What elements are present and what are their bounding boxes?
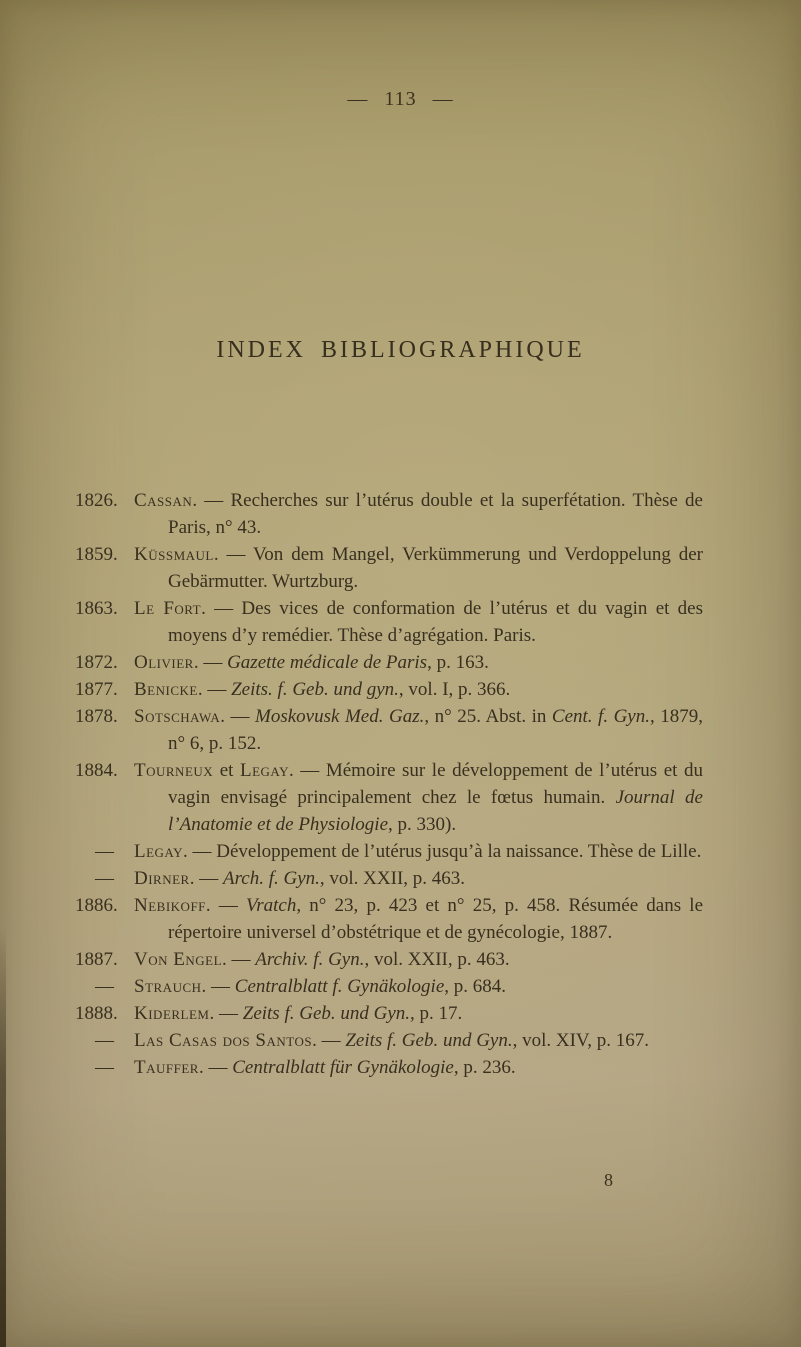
journal-title: Zeits. f. Geb. und gyn. (231, 679, 399, 700)
entry-year: 1863. (75, 598, 118, 619)
bibliography-entry (75, 973, 703, 1000)
entry-year: — (95, 1030, 114, 1051)
bibliography-entry (75, 838, 703, 865)
entry-text: . — (312, 1030, 346, 1051)
entry-year: — (95, 1057, 114, 1078)
bibliography-entry (75, 757, 703, 838)
journal-title: Moskovusk Med. Gaz. (255, 706, 425, 727)
entry-author: Tauffer (134, 1057, 199, 1078)
entry-text: . — Développement de l’utérus jusqu’à la naissance. Thèse de Lille. (183, 841, 702, 862)
entry-text: , n° 25. Abst. in (424, 706, 552, 727)
entry-author: Dirner (134, 868, 190, 889)
journal-title: Archiv. f. Gyn. (255, 949, 365, 970)
bibliography-entry (75, 487, 703, 541)
entry-author: Kiderlem (134, 1003, 210, 1024)
entry-text: . — (198, 1057, 233, 1078)
entry-text: . — (197, 679, 232, 700)
journal-title: Zeits f. Geb. und Gyn. (345, 1030, 513, 1051)
journal-title: Journal de l’Anatomie et de Physiologie (168, 787, 703, 835)
entry-author: Las Casas dos Santos (134, 1030, 313, 1051)
entry-author: Strauch (134, 976, 202, 997)
entry-text: . — (222, 949, 256, 970)
entry-author: Legay (134, 841, 184, 862)
bibliography-entry (75, 1000, 703, 1027)
book-gutter-shadow (0, 927, 6, 1347)
journal-title: Centralblatt f. Gynäkologie (234, 976, 445, 997)
bibliography-entry (75, 595, 703, 649)
entry-text: et (213, 760, 240, 781)
entry-text: . — (220, 706, 256, 727)
entry-year: 1888. (75, 1003, 118, 1024)
bibliography-entry (75, 1054, 703, 1081)
entry-text: , p. 17. (410, 1003, 463, 1024)
entry-author: Olivier (134, 652, 194, 673)
entry-text: . — Von dem Mangel, Verkümmerung und Verdoppelung der Gebärmutter. Wurtzburg. (168, 544, 703, 592)
entry-author: Cassan (134, 490, 193, 511)
entry-author: Benicke (134, 679, 198, 700)
entry-text: , vol. XXII, p. 463. (364, 949, 510, 970)
bibliography-list (75, 487, 703, 1081)
entry-year: — (95, 841, 114, 862)
entry-text: . — (193, 652, 228, 673)
entry-year: 1872. (75, 652, 118, 673)
entry-author: Nebikoff (134, 895, 206, 916)
entry-text: . — Des vices de conformation de l’utérus et du vagin et des moyens d’y remédier. Thèse d’agrégation. Paris. (168, 598, 704, 646)
entry-author: Sotschawa (134, 706, 221, 727)
entry-year: — (95, 976, 114, 997)
entry-text: . — (209, 1003, 243, 1024)
entry-text: . — Recherches sur l’utérus double et la superfétation. Thèse de Paris, n° 43. (168, 490, 703, 538)
entry-text: , vol. I, p. 366. (398, 679, 511, 700)
entry-text: . — Mémoire sur le développement de l’utérus et du vagin envisagé principalement chez le fœtus humain. (168, 760, 703, 808)
entry-text: . — (201, 976, 235, 997)
page-title: INDEX BIBLIOGRAPHIQUE (216, 337, 585, 363)
page-number: — 113 — (347, 88, 454, 110)
entry-text: , p. 236. (453, 1057, 516, 1078)
entry-text: , 1879, n° 6, p. 152. (168, 706, 703, 754)
entry-year: 1859. (75, 544, 118, 565)
entry-text: , p. 684. (444, 976, 507, 997)
entry-year: 1884. (75, 760, 118, 781)
bibliography-entry (75, 649, 703, 676)
bibliography-entry (75, 1027, 703, 1054)
entry-year: 1886. (75, 895, 118, 916)
journal-title: Arch. f. Gyn. (222, 868, 320, 889)
entry-text: , vol. XIV, p. 167. (512, 1030, 649, 1051)
journal-title: Cent. f. Gyn. (551, 706, 650, 727)
entry-text: , n° 23, p. 423 et n° 25, p. 458. Résumée dans le répertoire universel d’obstétrique et de gynécologie, 1887. (168, 895, 704, 943)
bibliography-entry (75, 892, 703, 946)
entry-author: Küssmaul (134, 544, 214, 565)
entry-text: . — (205, 895, 247, 916)
bibliography-entry (75, 865, 703, 892)
entry-author: Von Engel (134, 949, 223, 970)
entry-author: Tourneux (134, 760, 214, 781)
bibliography-entry (75, 703, 703, 757)
entry-year: 1826. (75, 490, 118, 511)
journal-title: Vratch (246, 895, 297, 916)
entry-year: 1887. (75, 949, 118, 970)
entry-text: . — (189, 868, 223, 889)
bibliography-entry (75, 946, 703, 973)
journal-title: Centralblatt für Gynäkologie (232, 1057, 454, 1078)
journal-title: Zeits f. Geb. und Gyn. (242, 1003, 411, 1024)
entry-text: , vol. XXII, p. 463. (319, 868, 466, 889)
bibliography-entry (75, 676, 703, 703)
entry-author: Le Fort (134, 598, 202, 619)
entry-year: — (95, 868, 114, 889)
entry-year: 1877. (75, 679, 118, 700)
entry-year: 1878. (75, 706, 118, 727)
bibliography-entry (75, 541, 703, 595)
entry-text: , p. 330). (388, 814, 457, 835)
entry-text: , p. 163. (427, 652, 489, 673)
signature-mark: 8 (604, 1170, 613, 1190)
entry-author: Legay (239, 760, 290, 781)
journal-title: Gazette médicale de Paris (227, 652, 428, 673)
